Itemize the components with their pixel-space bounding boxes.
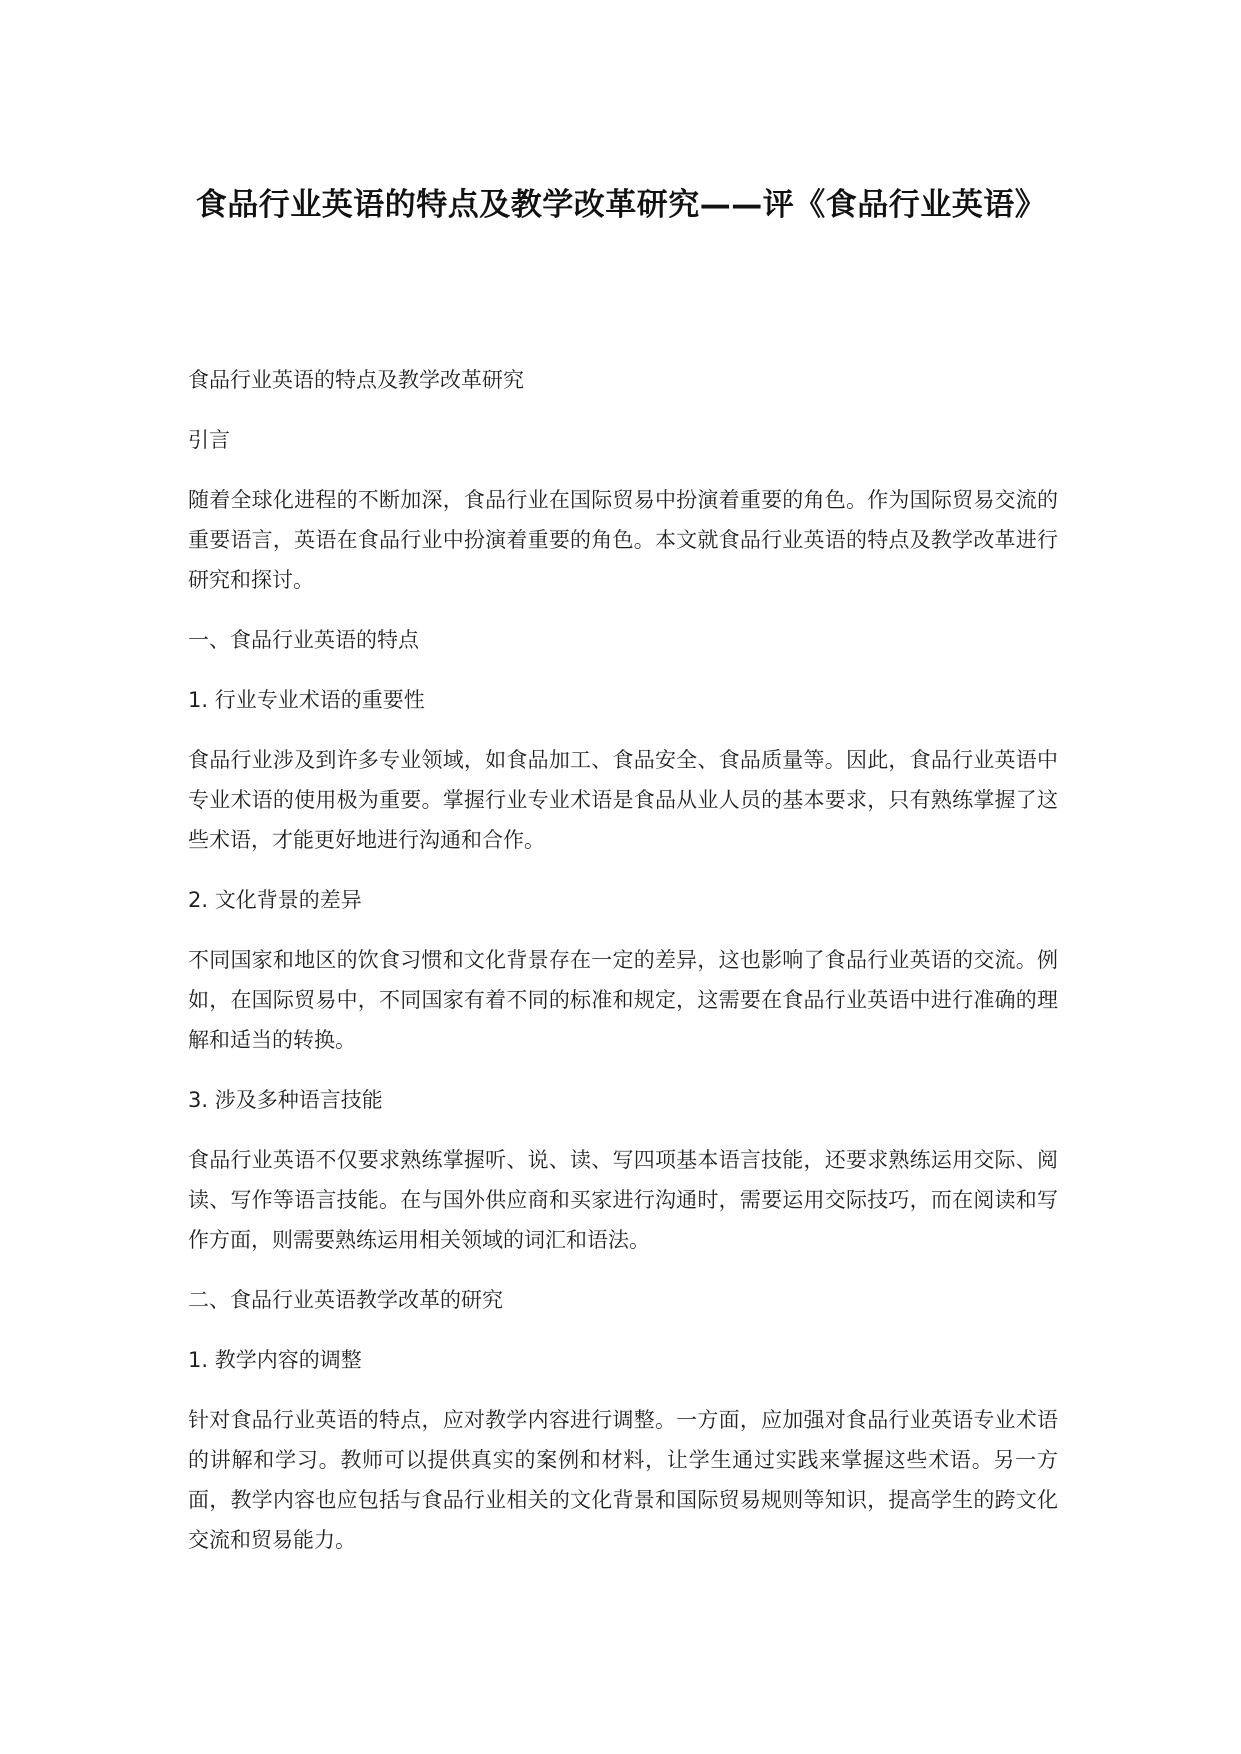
subsection-1-1-paragraph: 食品行业涉及到许多专业领域，如食品加工、食品安全、食品质量等。因此，食品行业英语中专业术语的使用极为重要。掌握行业专业术语是食品从业人员的基本要求，只有熟练掌握了这些术语，才能更好地进行沟通和合作。 <box>188 748 1058 852</box>
section-1-heading: 一、食品行业英语的特点 <box>188 628 419 652</box>
document-body <box>188 360 1058 1580</box>
subsection-1-1-heading: 1. 行业专业术语的重要性 <box>188 688 425 712</box>
section-intro-heading: 引言 <box>188 428 230 452</box>
subsection-1-3-heading: 3. 涉及多种语言技能 <box>188 1088 383 1112</box>
subtitle: 食品行业英语的特点及教学改革研究 <box>188 368 524 392</box>
subsection-1-2-heading: 2. 文化背景的差异 <box>188 888 362 912</box>
subsection-2-1-heading: 1. 教学内容的调整 <box>188 1348 362 1372</box>
intro-paragraph: 随着全球化进程的不断加深，食品行业在国际贸易中扮演着重要的角色。作为国际贸易交流的重要语言，英语在食品行业中扮演着重要的角色。本文就食品行业英语的特点及教学改革进行研究和探讨。 <box>188 488 1058 592</box>
subsection-1-2-paragraph: 不同国家和地区的饮食习惯和文化背景存在一定的差异，这也影响了食品行业英语的交流。例如，在国际贸易中，不同国家有着不同的标准和规定，这需要在食品行业英语中进行准确的理解和适当的转换。 <box>188 948 1058 1052</box>
subsection-2-1-paragraph: 针对食品行业英语的特点，应对教学内容进行调整。一方面，应加强对食品行业英语专业术语的讲解和学习。教师可以提供真实的案例和材料，让学生通过实践来掌握这些术语。另一方面，教学内容也应包括与食品行业相关的文化背景和国际贸易规则等知识，提高学生的跨文化交流和贸易能力。 <box>188 1408 1058 1552</box>
section-2-heading: 二、食品行业英语教学改革的研究 <box>188 1288 503 1312</box>
subsection-1-3-paragraph: 食品行业英语不仅要求熟练掌握听、说、读、写四项基本语言技能，还要求熟练运用交际、阅读、写作等语言技能。在与国外供应商和买家进行沟通时，需要运用交际技巧，而在阅读和写作方面，则需要熟练运用相关领域的词汇和语法。 <box>188 1148 1058 1252</box>
document-title: 食品行业英语的特点及教学改革研究——评《食品行业英语》 <box>195 187 1047 223</box>
